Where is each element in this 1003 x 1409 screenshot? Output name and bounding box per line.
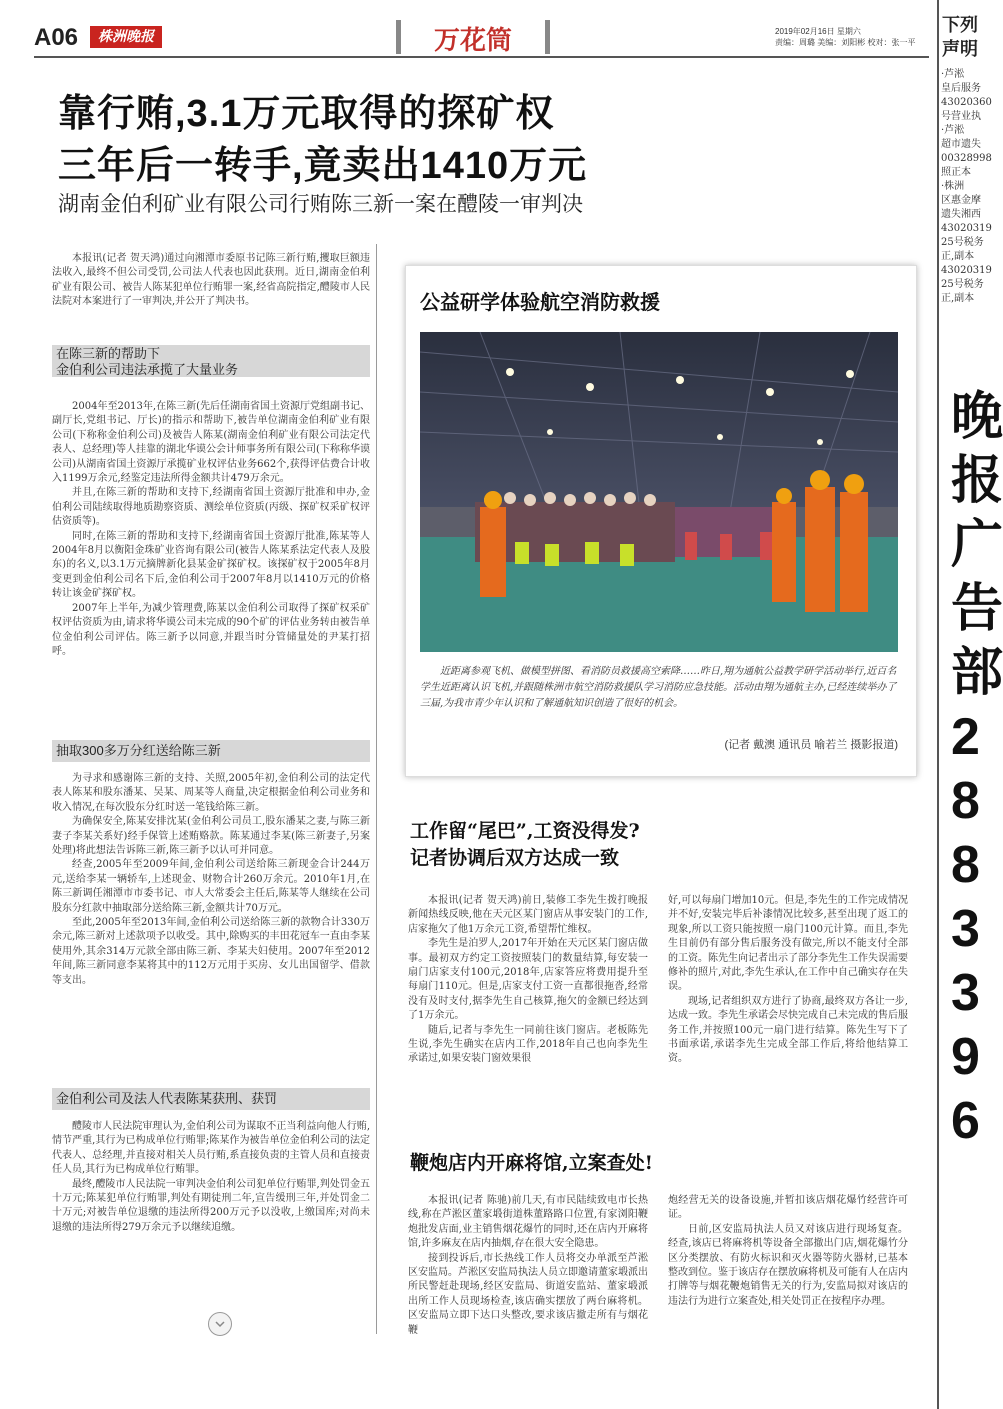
ad-char: 晚	[951, 388, 1003, 446]
main-subheadline: 湖南金伯利矿业有限公司行贿陈三新一案在醴陵一审判决	[58, 193, 583, 216]
header-rule	[34, 56, 929, 58]
ad-char: 3	[951, 900, 980, 958]
hangar-photo-illustration	[420, 332, 898, 652]
photo-caption: 近距离参观飞机、做模型拼图、看消防员救援高空索降……昨日,翔为通航公益教学研学活动举行,近百名学生近距离认识飞机,并跟随株洲市航空消防救援队学习消防应急技能。活动由翔为通航主办,已经连续举办了三届,为我市青少年认识和了解通航知识创造了很好的机会。	[420, 666, 897, 709]
story2-headline-line1: 工作留“尾巴”,工资没得发?	[410, 820, 640, 842]
edition-date: 2019年02月16日 星期六	[775, 27, 861, 36]
section-1-paragraph: 并且,在陈三新的帮助和支持下,经湖南省国土资源厅批准和申办,金伯利公司陆续取得地质勘察资质、测绘单位资质(丙级、探矿权采矿权评估资质等)。	[52, 487, 370, 528]
notice-lines	[941, 68, 992, 306]
ad-char: 部	[951, 644, 1003, 702]
ad-char: 2	[951, 708, 980, 766]
scroll-arrow-icon[interactable]	[208, 1312, 232, 1336]
notice-line: 25号税务	[941, 279, 984, 290]
section-bar-right	[545, 20, 550, 54]
story2-paragraph: 现场,记者组织双方进行了协商,最终双方各让一步,达成一致。李先生承诺会尽快完成自己未完成的售后服务工作,并按照100元一扇门进行结算。陈先生写下了书面承诺,承诺李先生完成全部工作后,将给他结算工资。	[668, 995, 908, 1065]
story3-col2	[668, 1194, 908, 1309]
section-heading-2: 抽取300多万分红送给陈三新	[52, 740, 370, 762]
section-heading-1-line1: 在陈三新的帮助下	[56, 346, 161, 361]
section-1-paragraph: 同时,在陈三新的帮助和支持下,经湖南省国土资源厅批准,陈某等人2004年8月以衡阳金珠矿业咨询有限公司(被告人陈某系法定代表人及股东)的名义,以3.1万元摘牌新化县某金矿探矿权。该探矿权于2005年8月变更到金伯利公司名下后,金伯利公司于2007年8月以1410万元的价格转让该金矿探矿权。	[52, 530, 370, 600]
section-heading-1	[52, 345, 370, 377]
section-name: 万花筒	[433, 26, 512, 56]
notice-line: ·芦淞	[941, 125, 965, 136]
section-2-paragraph: 为寻求和感谢陈三新的支持、关照,2005年初,金伯利公司的法定代表人陈某和股东潘某、吴某、周某等人商量,决定根据金伯利公司业务和收入情况,在每次股东分红时送一笔钱给陈三新。	[52, 773, 370, 813]
ad-char: 3	[951, 964, 980, 1022]
section-1-body	[52, 400, 370, 659]
section-2-paragraph: 经查,2005年至2009年间,金伯利公司送给陈三新现金合计244万元,送给李某一辆轿车,上述现金、财物合计260万余元。2010年1月,在陈三新调任湘潭市市委书记、市人大常委会主任后,陈某等人继续在公司股东分红款中抽取部分送给陈三新,金额共计70万元。	[52, 859, 370, 914]
main-headline-line2: 三年后一转手,竟卖出1410万元	[58, 145, 588, 187]
notice-line: 25号税务	[941, 237, 984, 248]
ad-char: 8	[951, 836, 980, 894]
section-1-paragraph: 2007年上半年,为减少管理费,陈某以金伯利公司取得了探矿权采矿权评估资质为由,请求将华谟公司未完成的90个矿的评估业务转由被告单位金伯利公司评估。陈三新予以同意,并跟当时分管储量处的尹某打招呼。	[52, 602, 370, 657]
story2-col1	[408, 894, 648, 1067]
section-heading-3: 金伯利公司及法人代表陈某获刑、获罚	[52, 1088, 370, 1110]
notice-line: 43020319	[941, 223, 992, 234]
notice-line: 正,副本	[941, 293, 975, 304]
story2-col2	[668, 894, 908, 1067]
notice-line: ·芦淞	[941, 69, 965, 80]
section-2-body	[52, 772, 370, 988]
section-heading-1-line2: 金伯利公司违法承揽了大量业务	[56, 362, 239, 377]
right-ad-strip	[937, 0, 1003, 1409]
notice-line: 43020319	[941, 265, 992, 276]
main-lead	[52, 252, 370, 310]
notice-line: 超市遗失	[941, 139, 981, 150]
story3-paragraph: 炮经营无关的设备设施,并暂扣该店烟花爆竹经营许可证。	[668, 1195, 908, 1221]
story2-paragraph: 本报讯(记者 贺天鸿)前日,装修工李先生拨打晚报新闻热线反映,他在天元区某门窗店从事安装门的工作,店家拖欠了他1万余元工资,希望帮忙维权。	[408, 895, 648, 935]
story2-paragraph: 李先生是泊罗人,2017年开始在天元区某门窗店做事。最初双方约定工资按照装门的数量结算,每安装一扇门店家支付100元,2018年,店家答应将费用提升至每扇门110元。但是,店家支付工资一直都很拖沓,经常没有及时支付,据李先生自己核算,拖欠的金额已经达到了1万余元。	[408, 938, 648, 1022]
story3-headline: 鞭炮店内开麻将馆,立案查处!	[410, 1152, 653, 1174]
ad-char: 6	[951, 1092, 980, 1150]
section-3-paragraph: 醴陵市人民法院审理认为,金伯利公司为谋取不正当利益向他人行贿,情节严重,其行为已构成单位行贿罪;陈某作为被告单位金伯利公司的法定代表人、总经理,并直接对相关人员行贿,系直接负责的主管人员和直接责任人员,其行为已构成单位行贿罪。	[52, 1121, 370, 1176]
ad-char: 9	[951, 1028, 980, 1086]
ad-char: 8	[951, 772, 980, 830]
column-divider	[376, 244, 377, 1334]
edition-staff: 责编：周璐 美编：刘阳彬 校对：张一平	[775, 38, 916, 47]
story2-paragraph: 好,可以每扇门增加10元。但是,李先生的工作完成情况并不好,安装完毕后补漆情况比较多,甚至出现了返工的现象,所以工资只能按照一扇门100元计算。而且,李先生目前仍有部分售后服务没有做完,所以不能支付全部的工资。陈先生向记者出示了部分李先生工作失误需要修补的照片,对此,李先生承认,在工作中自己确实存在失误。	[668, 895, 908, 993]
section-1-paragraph: 2004年至2013年,在陈三新(先后任湖南省国土资源厅党组副书记、副厅长,党组书记、厅长)的指示和帮助下,被告单位湖南金伯利矿业有限公司(下称称金伯利公司)及被告人陈某(湖南金伯利矿业有限公司法定代表人、总经理)等人挂靠的湖北华谟公会计师事务所有限公司(下称称华谟公司)从湖南省国土资源厅承揽矿业权评估业务662个,获得评估费合计收入1199万余元,经鉴定违法所得金额共计479万余元。	[52, 401, 370, 485]
story3-paragraph: 接到投诉后,市长热线工作人员将交办单派至芦淞区安监局。芦淞区安监局执法人员立即邀请董家塅派出所民警赶赴现场,经区安监局、街道安监站、董家塅派出所工作人员现场检查,该店确实摆放了两台麻将机。区安监局立即下达口头整改,要求该店撤走所有与烟花鞭	[408, 1252, 648, 1336]
section-2-paragraph: 至此,2005年至2013年间,金伯利公司送给陈三新的款物合计330万余元,陈三新对上述款项予以收受。其中,除购买的丰田花冠车一直由李某使用外,其余314万元款全部由陈三新、李某夫妇使用。2007年至2012年间,陈三新同意李某将其中的112万元用于买房、女儿出国留学、借款等支出。	[52, 917, 370, 986]
notice-line: 43020360	[941, 97, 992, 108]
story2-headline-line2: 记者协调后双方达成一致	[410, 847, 620, 869]
edition-info	[775, 26, 930, 48]
notice-line: 遗失湘西	[941, 209, 981, 220]
notice-line: 号营业执	[941, 111, 981, 122]
story2-paragraph: 随后,记者与李先生一同前往该门窗店。老板陈先生说,李先生确实在店内工作,2018年自己也向李先生承诺过,如果安装门窗效果很	[408, 1024, 648, 1065]
notice-heading	[942, 14, 978, 62]
notice-line: 照正本	[941, 167, 971, 178]
ad-hotline	[951, 385, 1003, 1153]
section-2-paragraph: 为确保安全,陈某安排沈某(金伯利公司员工,股东潘某之妻,与陈三新妻子李某关系好)经手保管上述贿赂款。陈某通过李某(陈三新妻子,另案处理)将此想法告诉陈三新,陈三新予以认可并同意。	[52, 816, 370, 857]
section-3-body	[52, 1120, 370, 1235]
lead-paragraph: 本报讯(记者 贺天鸿)通过向湘潭市委原书记陈三新行贿,攫取巨额违法收入,最终不但公司受罚,公司法人代表也因此获刑。近日,湖南金伯利矿业有限公司、被告人陈某犯单位行贿罪一案,经省高院指定,醴陵市人民法院对本案进行了一审判决,并公开了判决书。	[52, 253, 370, 308]
hangar-photo	[420, 332, 898, 652]
main-headline-line1: 靠行贿,3.1万元取得的探矿权	[58, 93, 555, 135]
notice-line: 00328998	[941, 153, 992, 164]
notice-heading-line1: 下列	[942, 15, 978, 36]
story3-paragraph: 本报讯(记者 陈驰)前几天,有市民陆续致电市长热线,称在芦淞区董家塅街道株董路路口位置,有家浏阳鞭炮批发店面,业主销售烟花爆竹的同时,还在店内开麻将馆,许多麻友在店内抽烟,存在很大安全隐患。	[408, 1195, 648, 1250]
notice-heading-line2: 声明	[942, 39, 978, 60]
section-3-paragraph: 最终,醴陵市人民法院一审判决金伯利公司犯单位行贿罪,判处罚金五十万元;陈某犯单位行贿罪,判处有期徒刑二年,宣告缓刑三年,并处罚金二十万元;对被告单位退缴的违法所得200万元予以没收,上缴国库;对尚未退缴的违法所得279万余元予以继续追缴。	[52, 1178, 370, 1233]
notice-line: ·株洲	[941, 181, 965, 192]
story2-headline	[410, 818, 640, 872]
page-number: A06	[34, 24, 79, 51]
photo-credit: (记者 戴澳 通讯员 喻若兰 摄影报道)	[724, 739, 898, 751]
photo-story-title: 公益研学体验航空消防救援	[420, 290, 660, 314]
notice-line: 皇后服务	[941, 83, 981, 94]
notice-line: 正,副本	[941, 251, 975, 262]
story3-paragraph: 日前,区安监局执法人员又对该店进行现场复查。经查,该店已将麻将机等设备全部撤出门店,烟花爆竹分区分类摆放、有防火标识和灭火器等防火器材,已基本整改到位。鉴于该店存在摆放麻将机及可能有人在店内打牌等与烟花鞭炮销售无关的行为,安监局拟对该店的违法行为进行立案查处,相关处罚正在按程序办理。	[668, 1223, 908, 1307]
ad-char: 广	[951, 516, 1003, 574]
notice-line: 区惠金摩	[941, 195, 981, 206]
ad-char: 报	[951, 452, 1003, 510]
story3-col1	[408, 1194, 648, 1338]
ad-char: 告	[951, 580, 1003, 638]
masthead-logo: 株洲晚报	[90, 26, 162, 48]
